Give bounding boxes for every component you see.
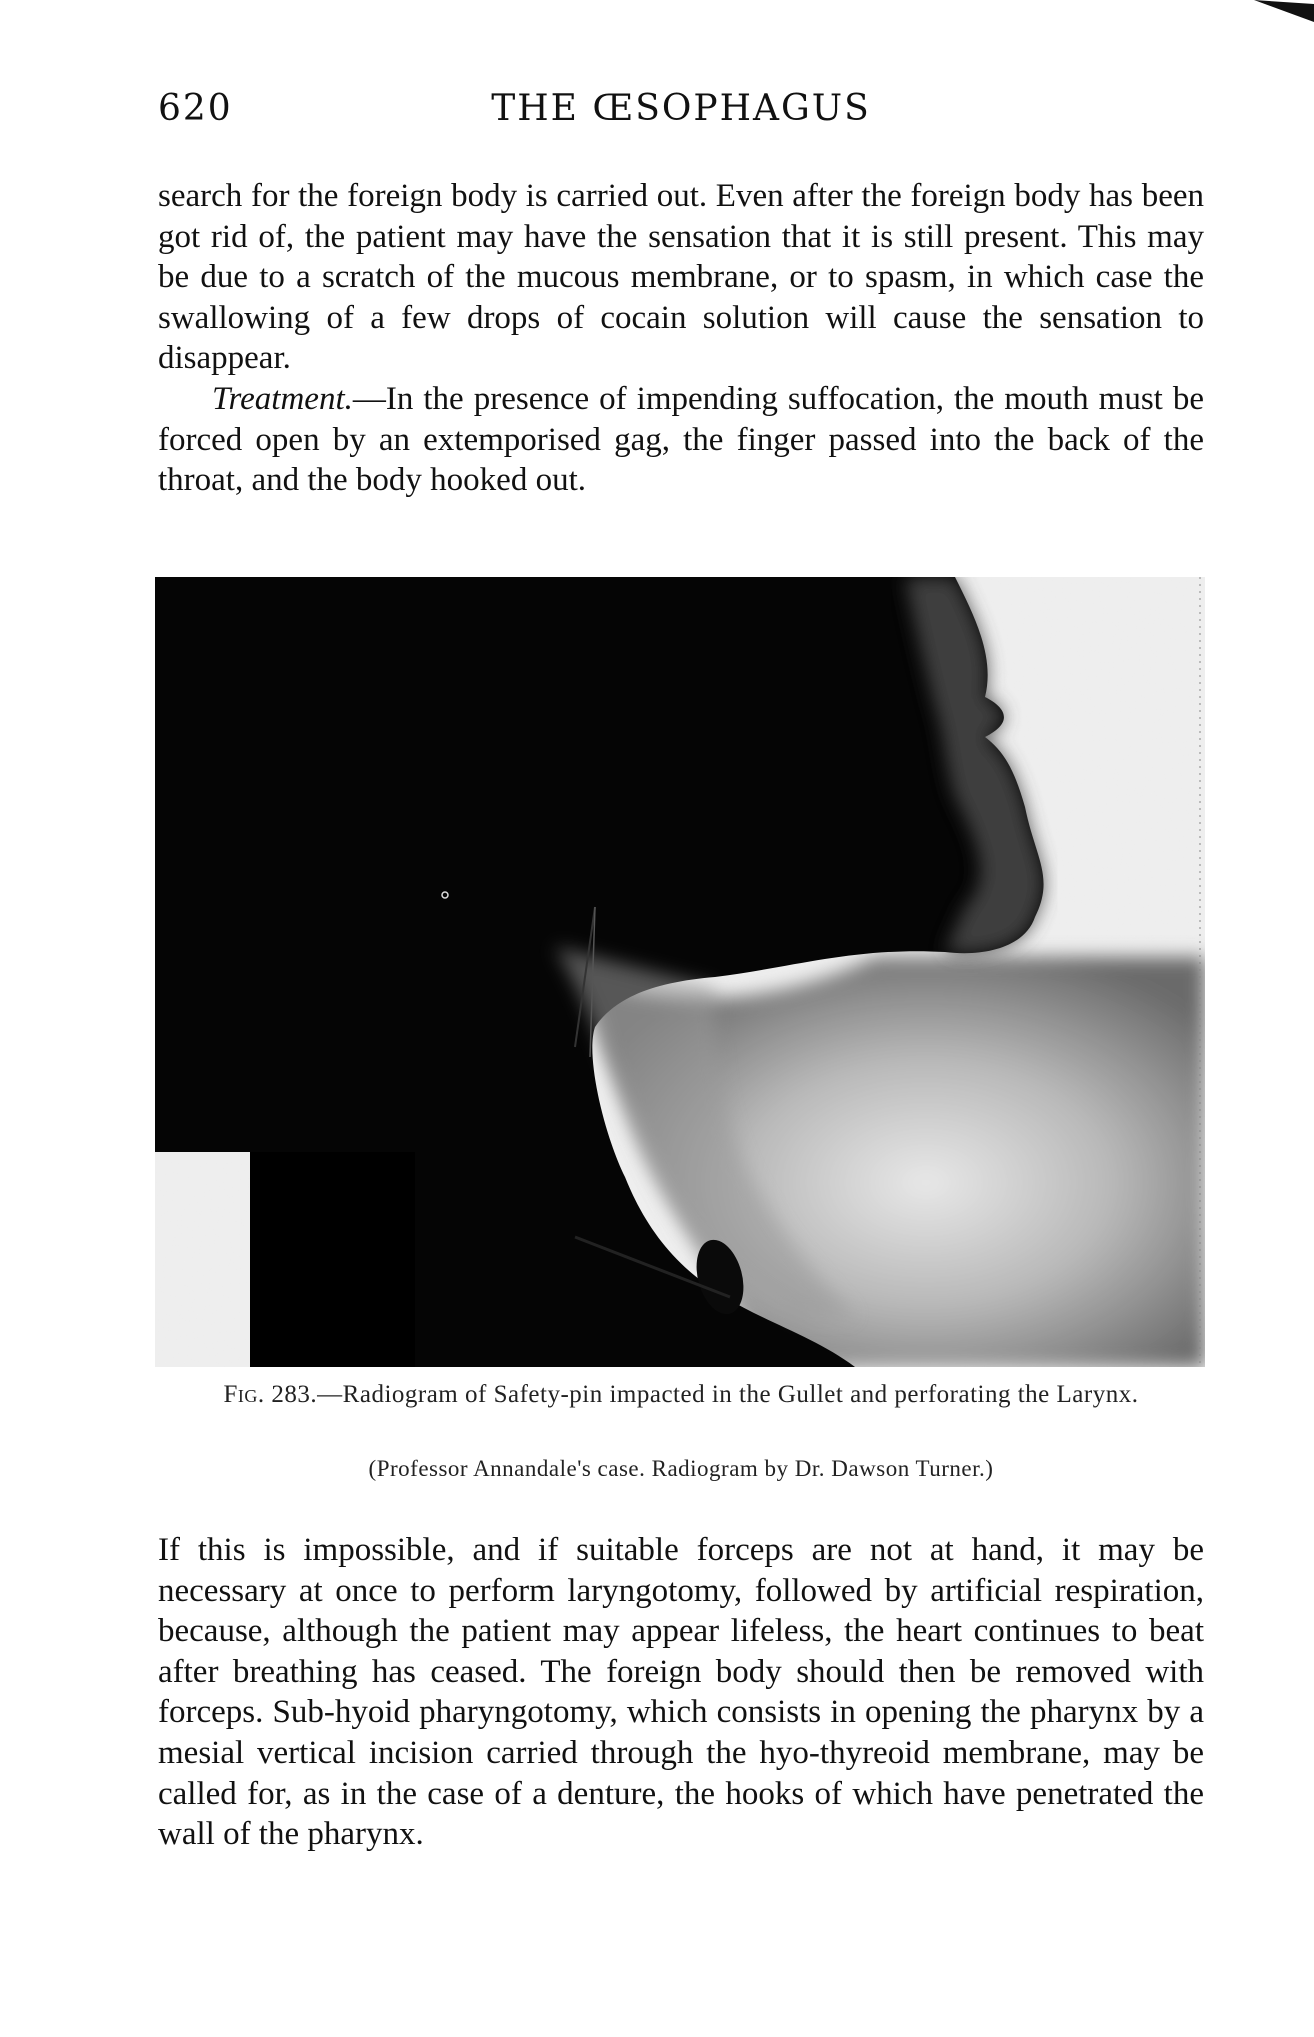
laryngotomy-paragraph: If this is impossible, and if suitable forceps are not at hand, it may be necessary at once to perform laryngotomy, followed by artificial respiration, because, although the patient may appear lifeless, the heart continues to beat after breathing has ceased. The foreign body should then be removed with forceps. Sub-hyoid pharyngotomy, which consists in opening the pharynx by a mesial vertical incision carried through the hyo-thyreoid membrane, may be called for, as in the case of a denture, the hooks of which have penetrated the wall of the pharynx. xyxy=(158,1532,1204,1853)
treatment-label: Treatment. xyxy=(212,380,353,417)
treatment-text: —In the presence of impending suffocation, the mouth must be forced open by an extemporised gag, the finger passed into the back of the throat, and the body hooked out. xyxy=(158,380,1204,499)
body-paragraph-1 xyxy=(158,176,1204,501)
figure-credit: (Professor Annandale's case. Radiogram by Dr. Dawson Turner.) xyxy=(368,1456,994,1481)
page-number: 620 xyxy=(158,88,233,129)
page-corner-mark xyxy=(1254,0,1314,22)
body-paragraph-2 xyxy=(158,1530,1204,1855)
figure-label: Fig. 283. xyxy=(223,1381,318,1408)
figure-caption xyxy=(158,1381,1204,1409)
running-title: THE ŒSOPHAGUS xyxy=(491,88,871,129)
treatment-paragraph xyxy=(158,379,1204,501)
page-header xyxy=(158,88,1204,138)
radiogram-image xyxy=(155,577,1205,1367)
figure-caption-text: —Radiogram of Safety-pin impacted in the Gullet and perforating the Larynx. xyxy=(317,1381,1139,1408)
continuation-paragraph: search for the foreign body is carried out. Even after the foreign body has been got rid of, the patient may have the sensation that it is still present. This may be due to a scratch of the mucous membrane, or to spasm, in which case the swallowing of a few drops of cocain solution will cause the sensation to disappear. xyxy=(158,178,1204,377)
radiogram-figure xyxy=(155,577,1205,1367)
